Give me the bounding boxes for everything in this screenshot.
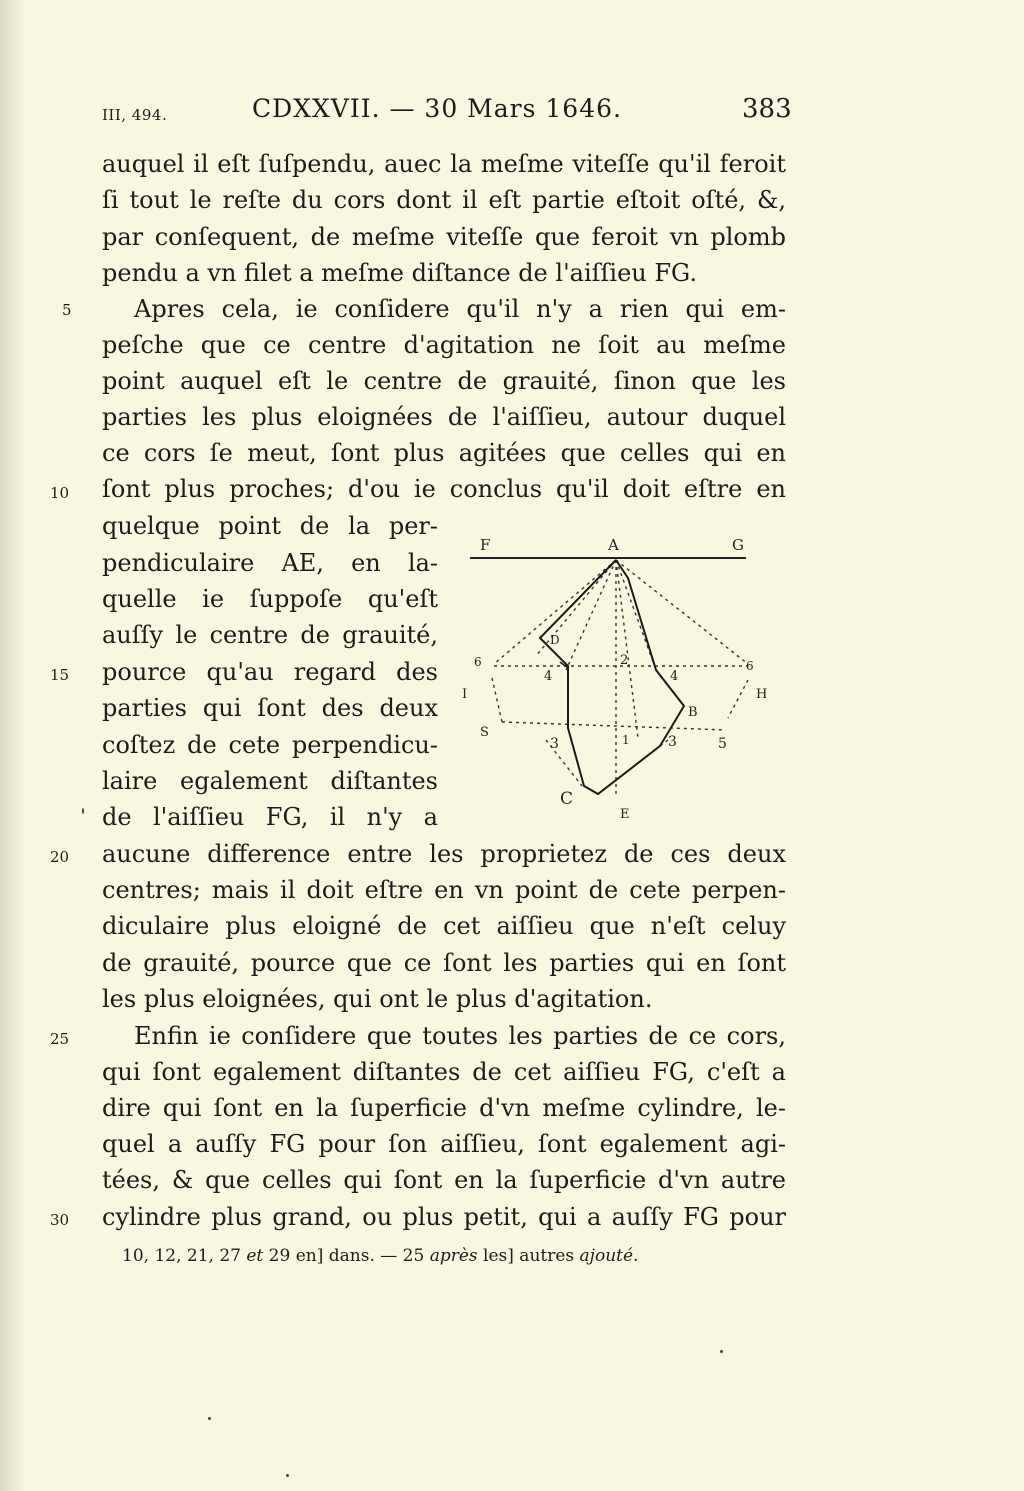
footnote-part: 10, 12, 21, 27 [122,1246,247,1266]
label-d: D [550,633,560,647]
text-line: centres; mais il doit eſtre en vn point de cete perpen- [102,876,786,904]
line-number: 5 [62,301,72,319]
footnote-italic: et [246,1246,264,1266]
label-g: G [732,536,744,554]
text-line: ce cors ſe meut, ſont plus agitées que celles qui en [102,439,786,467]
line-number: 30 [50,1211,70,1229]
text-line: parties qui ſont des deux [102,694,438,722]
footnote [122,1244,762,1268]
body-outline [540,560,684,794]
page-gutter-shadow [0,0,26,1491]
text-line: cylindre plus grand, ou plus petit, qui a auſſy FG pour [102,1203,786,1231]
text-line: par conſequent, de meſme viteſſe que feroit vn plomb [102,223,786,251]
label-f: F [480,536,491,554]
text-line: coſtez de cete perpendicu- [102,731,438,759]
text-line: Apres cela, ie conſidere qu'il n'y a rien qui em- [134,295,786,323]
label-three-left: 3 [550,736,559,752]
label-six-right: 6 [746,659,754,673]
footnote-part: 29 en] dans. — 25 [263,1246,430,1266]
text-line: Enfin ie conſidere que toutes les parties de ce cors, [134,1022,786,1050]
text-line: auſſy le centre de grauité, [102,621,438,649]
footnote-italic: après [429,1246,478,1266]
text-line: quel a auſſy FG pour ſon aiſſieu, ſont egalement agi- [102,1130,786,1158]
text-line: les plus eloignées, qui ont le plus d'agitation. [102,985,653,1013]
running-header [0,94,1024,134]
text-line: pource qu'au regard des [102,658,438,686]
text-line: laire egalement diſtantes [102,767,438,795]
text-line: auquel il eſt ſuſpendu, auec la meſme viteſſe qu'il feroit [102,150,786,178]
footnote-italic: ajouté [579,1246,634,1266]
line-number: 20 [50,848,70,866]
pendulum-diagram [456,528,786,828]
text-line: qui ſont egalement diſtantes de cet aiſſieu FG, c'eſt a [102,1058,786,1086]
label-e: E [620,807,630,822]
label-s: S [480,725,489,740]
label-three-right: 3 [668,734,677,750]
footnote-part: . [633,1246,639,1266]
label-i: I [462,687,468,702]
line-number: 15 [50,666,70,684]
text-line: ſi tout le reſte du cors dont il eſt partie eſtoit oſté, &, [102,186,786,214]
text-line: quelque point de la per- [102,512,438,540]
text-line: ſont plus proches; d'ou ie conclus qu'il doit eſtre en [102,475,786,503]
paper-speck [82,808,84,814]
text-line: tées, & que celles qui ſont en la ſuperficie d'vn autre [102,1166,786,1194]
paper-speck [208,1417,211,1420]
text-line: de grauité, pource que ce ſont les parties qui en ſont [102,949,786,977]
label-h: H [756,687,768,702]
paper-speck [720,1350,723,1353]
label-six-left: 6 [474,655,482,669]
pendulum-diagram-svg [456,528,786,828]
label-b: B [688,705,698,720]
label-a: A [608,536,619,554]
text-line: aucune difference entre les proprietez de ces deux [102,840,786,868]
label-two: 2 [620,653,629,668]
text-line: de l'aiſſieu FG, il n'y a [102,803,438,831]
footnote-part: les] autres [477,1246,580,1266]
label-one: 1 [622,733,630,747]
text-line: diculaire plus eloigné de cet aiſſieu que n'eſt celuy [102,912,786,940]
label-five: 5 [718,736,727,752]
label-four-right: 4 [670,669,679,684]
paper-speck [286,1474,289,1477]
text-line: pendiculaire AE, en la- [102,549,438,577]
line-number: 25 [50,1030,70,1048]
text-line: parties les plus eloignées de l'aiſſieu, autour duquel [102,403,786,431]
text-line: pendu a vn filet a meſme diſtance de l'aiſſieu FG. [102,259,697,287]
line-number: 10 [50,484,70,502]
page-number: 383 [742,94,792,124]
text-line: peſche que ce centre d'agitation ne ſoit au meſme [102,331,786,359]
letter-heading: CDXXVII. — 30 Mars 1646. [252,94,622,123]
label-four-left: 4 [544,669,553,684]
text-line: quelle ie ſuppoſe qu'eſt [102,585,438,613]
label-c: C [560,789,574,809]
body-inner-edge [560,662,568,728]
text-line: point auquel eſt le centre de grauité, ſinon que les [102,367,786,395]
dotted-construction-lines [492,560,748,796]
edition-reference: III, 494. [102,106,168,124]
text-line: dire qui ſont en la ſuperficie d'vn meſme cylindre, le- [102,1094,786,1122]
